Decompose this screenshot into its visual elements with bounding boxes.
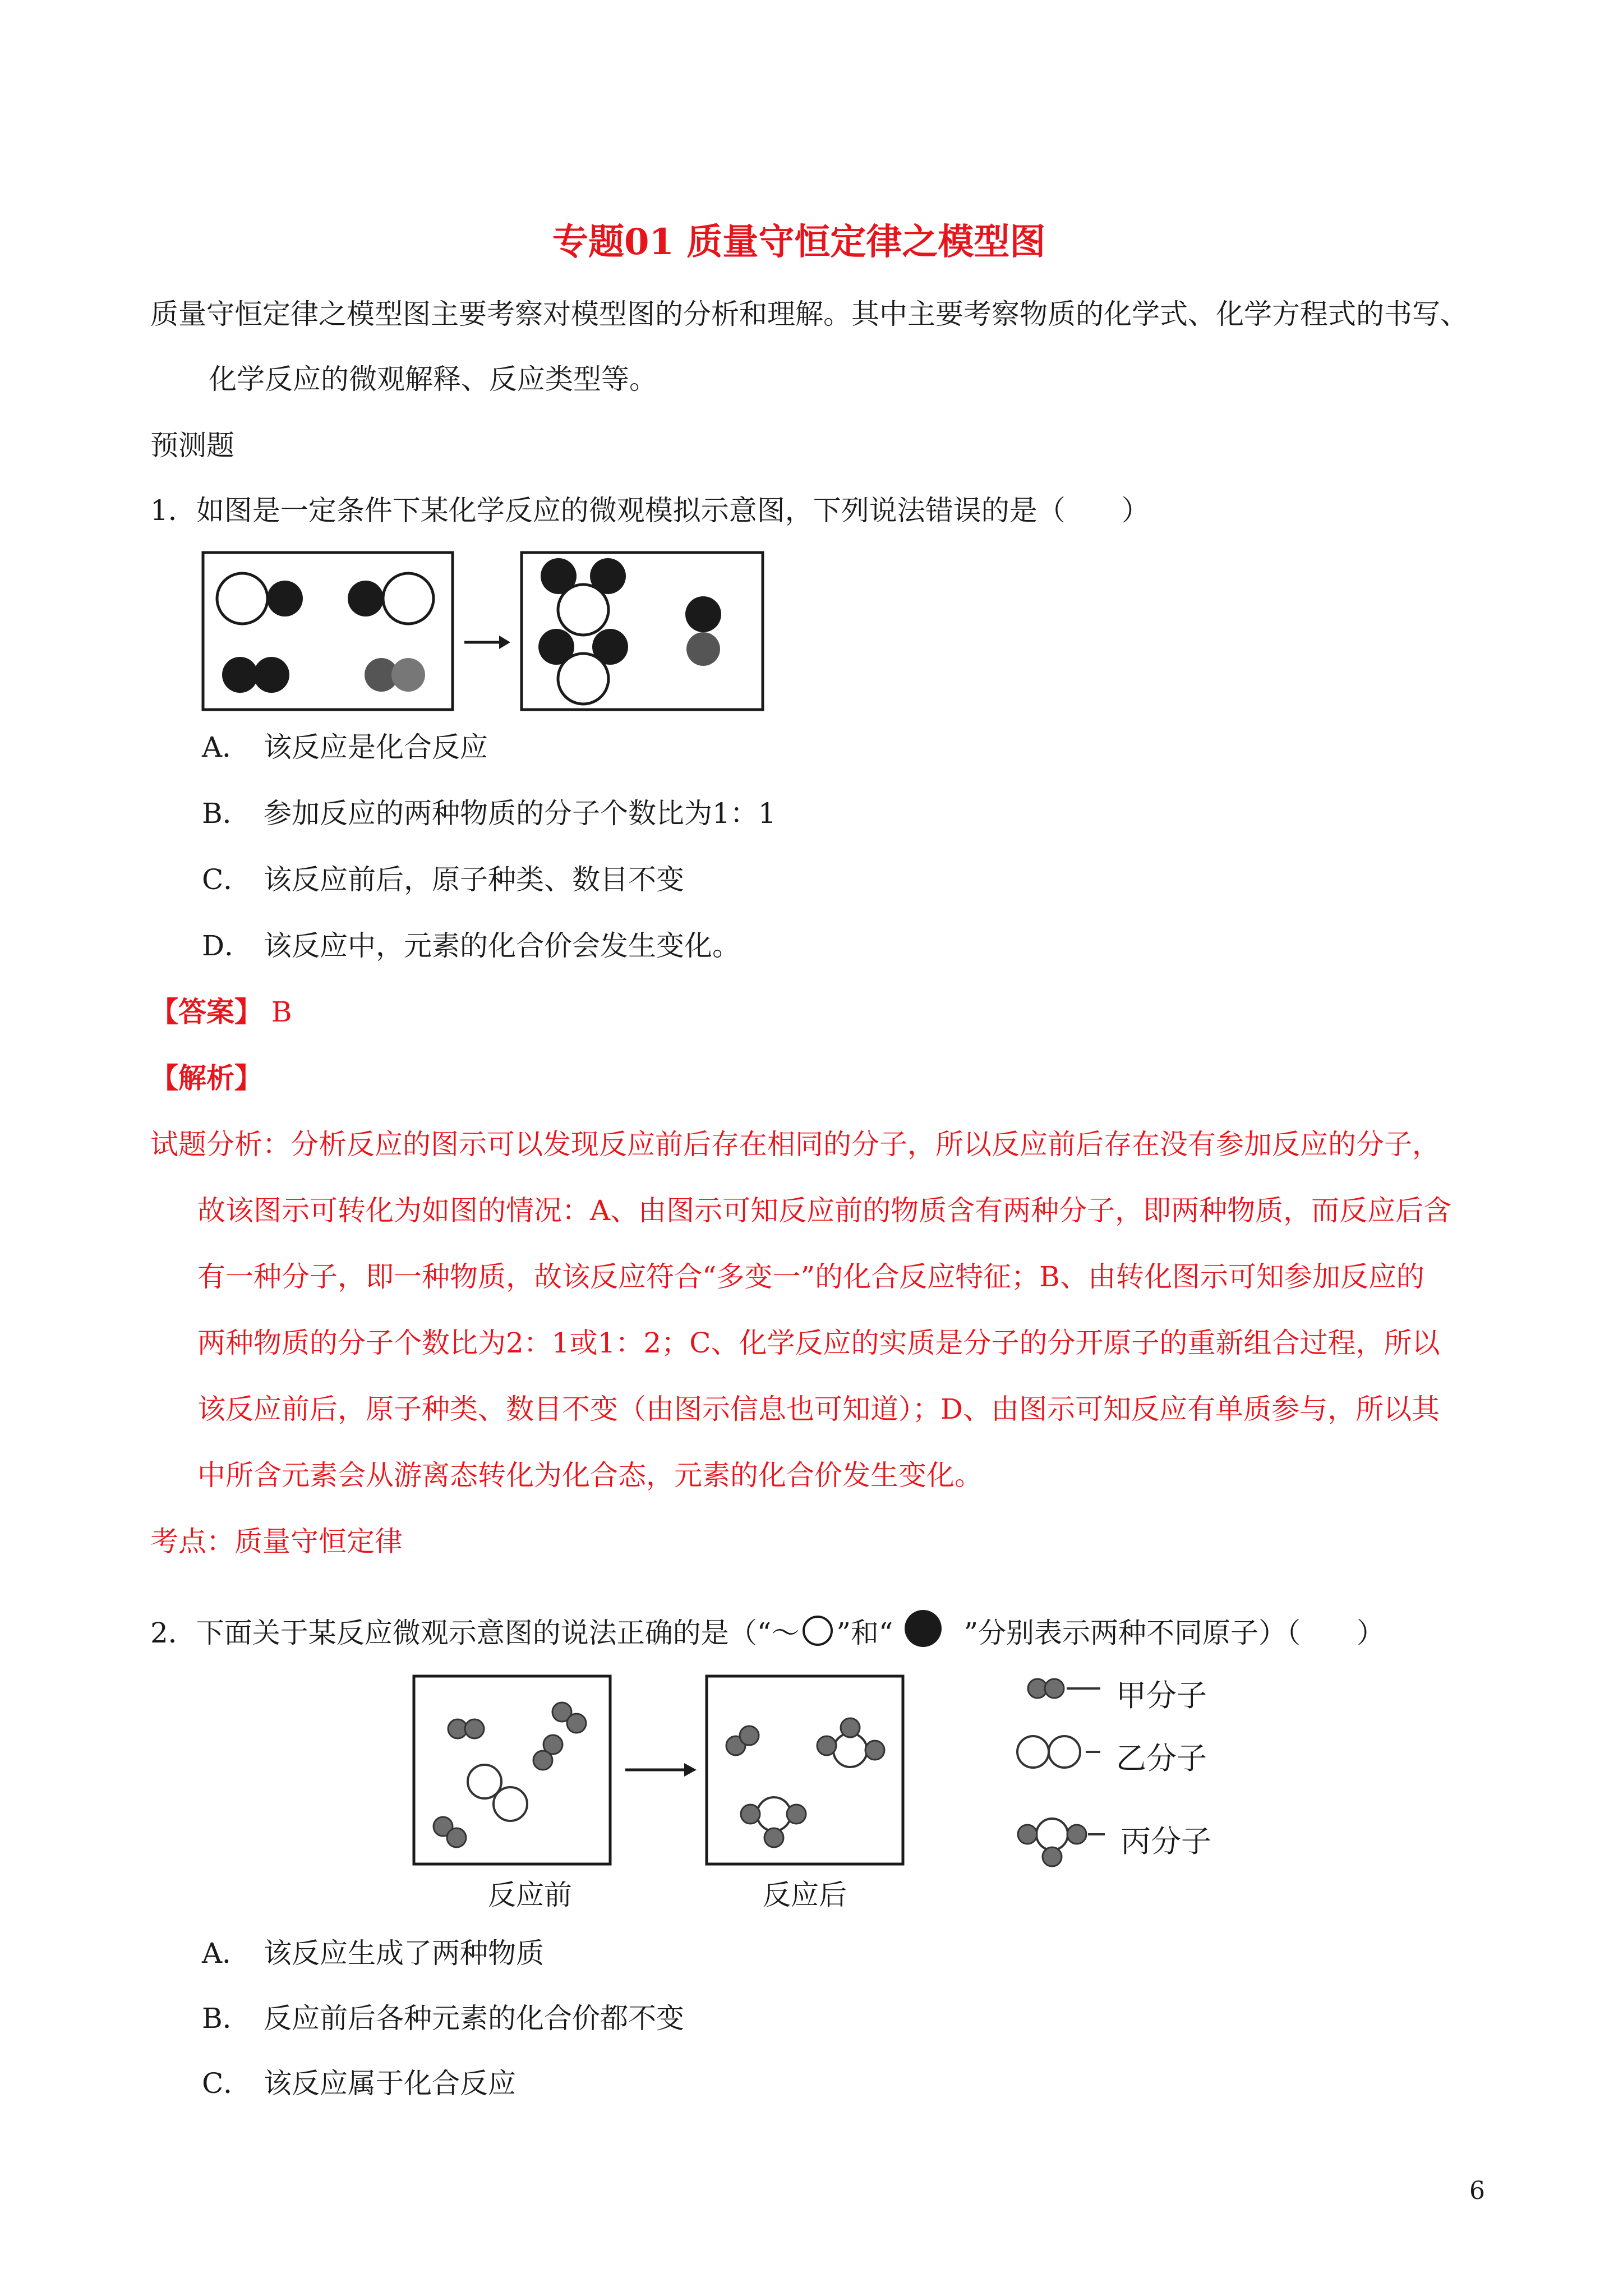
analysis-line: 有一种分子，即一种物质，故该反应符合“多变一”的化合反应特征；B、由转化图示可知参加反应的 xyxy=(197,1260,1424,1293)
option-text: 该反应是化合反应 xyxy=(264,731,488,763)
grey-atom xyxy=(447,1828,466,1847)
white-atom xyxy=(1017,1736,1049,1768)
option-letter: C． xyxy=(202,2067,252,2100)
option-text: 该反应前后，原子种类、数目不变 xyxy=(264,863,684,896)
intro-line-1: 质量守恒定律之模型图主要考察对模型图的分析和理解。其中主要考察物质的化学式、化学方程式的书写、 xyxy=(150,298,1468,330)
page-number: 6 xyxy=(1469,2177,1485,2205)
q1-option-a xyxy=(202,729,488,765)
analysis-line: 试题分析：分析反应的图示可以发现反应前后存在相同的分子，所以反应前后存在没有参加反应的分子， xyxy=(150,1128,1440,1161)
black-atom xyxy=(541,558,577,594)
white-atom xyxy=(1049,1736,1080,1768)
q2-stem xyxy=(150,1610,1385,1651)
analysis-line: 中所含元素会从游离态转化为化合态，元素的化合价发生变化。 xyxy=(197,1459,983,1492)
grey-atom xyxy=(1067,1825,1086,1844)
grey-atom xyxy=(533,1751,552,1770)
analysis-line: 故该图示可转化为如图的情况：A、由图示可知反应前的物质含有两种分子，即两种物质，而反应后含 xyxy=(197,1194,1452,1227)
grey-atom xyxy=(1018,1825,1037,1844)
intro-line-2: 化学反应的微观解释、反应类型等。 xyxy=(209,363,657,395)
option-text: 该反应中，元素的化合价会发生变化。 xyxy=(264,930,740,962)
page-title: 专题01 质量守恒定律之模型图 xyxy=(552,221,1046,263)
arrow-head xyxy=(684,1763,697,1777)
arrow-head xyxy=(499,636,510,649)
q1-reaction-diagram xyxy=(196,547,768,715)
grey-atom xyxy=(817,1736,836,1755)
grey-atom xyxy=(841,1718,860,1737)
section-label: 预测题 xyxy=(150,429,234,462)
grey-atom xyxy=(865,1741,884,1760)
grey-atom xyxy=(686,632,720,666)
q1-option-c xyxy=(202,862,684,898)
q2-after-box xyxy=(707,1676,903,1864)
black-atom xyxy=(685,596,721,632)
white-atom xyxy=(833,1733,867,1767)
option-text: 该反应属于化合反应 xyxy=(264,2067,516,2100)
kaodian: 考点：质量守恒定律 xyxy=(150,1525,403,1558)
grey-atom xyxy=(567,1714,586,1733)
q1-answer xyxy=(150,994,292,1030)
white-atom xyxy=(494,1787,527,1821)
black-atom xyxy=(253,657,289,693)
white-atom xyxy=(383,573,434,624)
grey-atom xyxy=(391,658,425,692)
label-after: 反应后 xyxy=(763,1879,847,1911)
white-atom xyxy=(1036,1819,1068,1850)
label-before: 反应前 xyxy=(488,1879,572,1911)
grey-atom xyxy=(740,1726,759,1745)
legend-jia: 甲分子 xyxy=(1116,1679,1207,1713)
option-text: 该反应生成了两种物质 xyxy=(264,1937,544,1970)
analysis-line: 两种物质的分子个数比为2：1或1：2；C、化学反应的实质是分子的分开原子的重新组合过程，所以 xyxy=(197,1327,1440,1359)
black-atom xyxy=(590,558,626,594)
black-atom xyxy=(592,629,628,665)
grey-atom xyxy=(465,1719,484,1738)
option-text: 参加反应的两种物质的分子个数比为1：1 xyxy=(264,797,776,830)
answer-value: B xyxy=(271,996,292,1028)
legend-bing: 丙分子 xyxy=(1121,1825,1211,1858)
black-atom xyxy=(222,657,258,693)
white-atom-icon xyxy=(803,1616,833,1646)
q2-stem-part: ”分别表示两种不同原子）（ ） xyxy=(963,1617,1385,1649)
option-letter: A． xyxy=(202,731,251,763)
q2-option-a xyxy=(202,1935,544,1971)
grey-atom xyxy=(1045,1679,1064,1698)
option-letter: A． xyxy=(202,1937,251,1970)
option-letter: D． xyxy=(202,930,253,962)
option-letter: B． xyxy=(202,797,251,830)
white-atom xyxy=(757,1797,791,1831)
q1-option-b xyxy=(202,795,776,831)
grey-atom xyxy=(764,1828,783,1847)
white-atom xyxy=(217,573,268,624)
black-atom xyxy=(267,581,303,616)
grey-atom xyxy=(741,1805,760,1824)
option-letter: B． xyxy=(202,2002,251,2035)
option-letter: C． xyxy=(202,863,252,896)
q1-option-d xyxy=(202,928,740,964)
q2-stem-part: 2．下面关于某反应微观示意图的说法正确的是（“～ xyxy=(150,1617,800,1649)
option-text: 反应前后各种元素的化合价都不变 xyxy=(264,2002,684,2035)
q1-stem: 1．如图是一定条件下某化学反应的微观模拟示意图，下列说法错误的是（ ） xyxy=(150,494,1150,527)
legend-yi: 乙分子 xyxy=(1116,1742,1207,1775)
q2-stem-part: ”和“ xyxy=(836,1617,893,1649)
q2-option-c xyxy=(202,2065,516,2101)
black-atom xyxy=(348,581,384,616)
grey-atom xyxy=(787,1805,806,1824)
grey-atom xyxy=(1043,1847,1062,1866)
black-atom xyxy=(538,629,574,665)
q2-option-b xyxy=(202,2000,684,2036)
answer-label: 【答案】 xyxy=(150,995,262,1028)
analysis-label: 【解析】 xyxy=(150,1061,262,1094)
black-atom-icon xyxy=(905,1610,942,1647)
analysis-line: 该反应前后，原子种类、数目不变（由图示信息也可知道）；D、由图示可知反应有单质参与，所以其 xyxy=(197,1393,1440,1425)
